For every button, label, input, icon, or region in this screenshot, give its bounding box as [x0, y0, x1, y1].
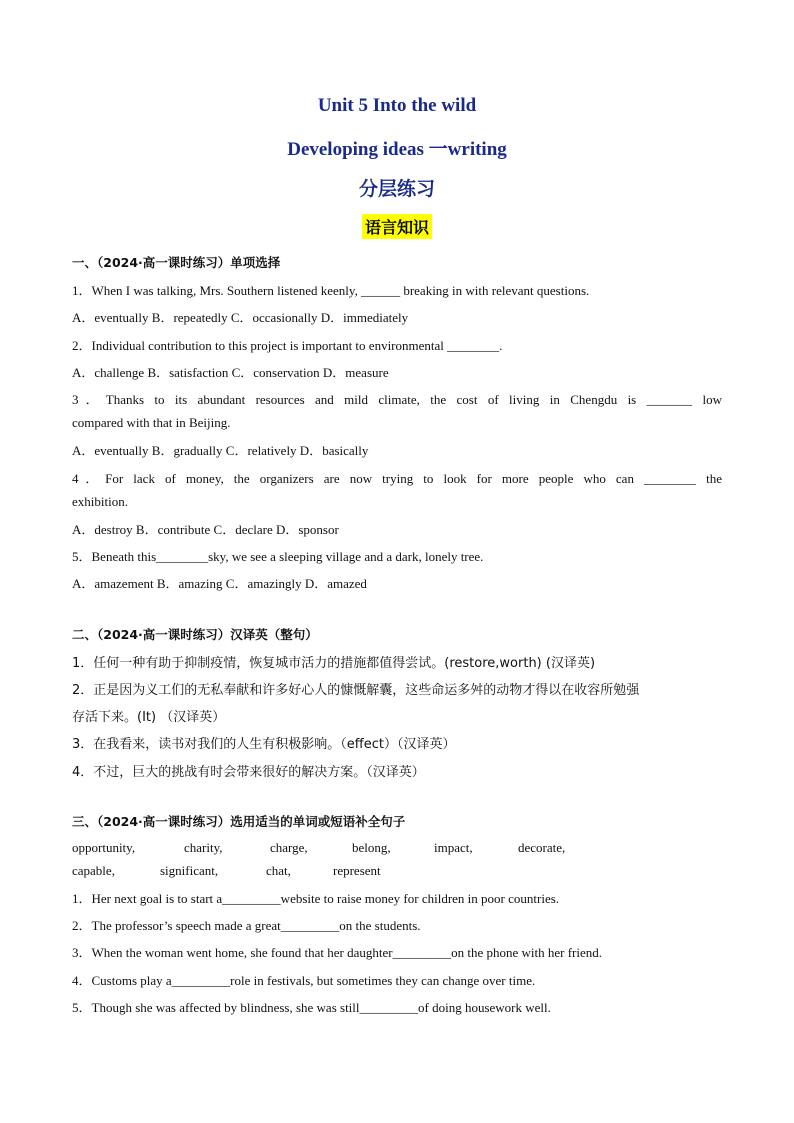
word-bank-item: significant, [160, 863, 219, 878]
translation-3: 3．在我看来，读书对我们的人生有积极影响。（effect）（汉译英） [72, 737, 456, 752]
section2-heading: 二、（2024·高一课时练习）汉译英（整句） [72, 627, 318, 642]
translation-4: 4．不过，巨大的挑战有时会带来很好的解决方案。（汉译英） [72, 765, 425, 780]
fill-in-1: 1．Her next goal is to start a_________website to raise money for children in poor countries. [72, 891, 560, 906]
word-bank-item: represent [333, 863, 381, 878]
fill-in-3: 3．When the woman went home, she found that her daughter_________on the phone with her friend. [72, 945, 602, 960]
badge-row [72, 214, 722, 239]
word-bank-item: opportunity, [72, 840, 136, 855]
page-title: Unit 5 Into the wild [317, 95, 477, 116]
word-bank-item: charity, [184, 840, 223, 855]
word-bank-row1 [72, 840, 722, 856]
question-3-options: A．eventually B．gradually C．relatively D．basically [72, 443, 369, 458]
question-1: 1．When I was talking, Mrs. Southern listened keenly, ______ breaking in with relevant questions. [72, 283, 590, 298]
word-bank-item: decorate, [518, 840, 566, 855]
question-2-options: A．challenge B．satisfaction C．conservation D．measure [72, 365, 389, 380]
question-3-line2: compared with that in Beijing. [72, 415, 231, 430]
word-bank-item: chat, [266, 863, 291, 878]
question-4-line1: 4．For lack of money, the organizers are now trying to look for more people who can ________ the [72, 471, 722, 486]
page-subtitle: Developing ideas 一writing [287, 139, 507, 160]
translation-2-line1: 2．正是因为义工们的无私奉献和许多好心人的慷慨解囊，这些命运多舛的动物才得以在收容所勉强 [72, 683, 640, 698]
word-bank-row2 [72, 863, 722, 879]
page-subtitle-chinese: 分层练习 [358, 178, 435, 200]
translation-2-line2: 存活下来。(It) （汉译英） [72, 710, 226, 725]
word-bank-item: belong, [352, 840, 391, 855]
section3-heading: 三、（2024·高一课时练习）选用适当的单词或短语补全句子 [72, 814, 406, 829]
question-1-options: A．eventually B．repeatedly C．occasionally D．immediately [72, 310, 409, 325]
fill-in-2: 2．The professor’s speech made a great_________on the students. [72, 918, 421, 933]
translation-1: 1．任何一种有助于抑制疫情，恢复城市活力的措施都值得尝试。(restore,worth) (汉译英) [72, 656, 596, 671]
fill-in-4: 4．Customs play a_________role in festivals, but sometimes they can change over time. [72, 973, 536, 988]
question-4-line2: exhibition. [72, 494, 128, 509]
word-bank-item: capable, [72, 863, 115, 878]
question-3-line1: 3．Thanks to its abundant resources and mild climate, the cost of living in Chengdu is _______ low [72, 392, 722, 407]
section-badge: 语言知识 [362, 214, 432, 239]
word-bank-item: impact, [434, 840, 473, 855]
question-5: 5．Beneath this________sky, we see a sleeping village and a dark, lonely tree. [72, 549, 484, 564]
section1-heading: 一、（2024·高一课时练习）单项选择 [72, 255, 281, 270]
question-5-options: A．amazement B．amazing C．amazingly D．amazed [72, 576, 367, 591]
question-2: 2．Individual contribution to this project is important to environmental ________. [72, 338, 503, 353]
word-bank-item: charge, [270, 840, 308, 855]
fill-in-5: 5．Though she was affected by blindness, she was still_________of doing housework well. [72, 1000, 551, 1015]
question-4-options: A．destroy B．contribute C．declare D．sponsor [72, 522, 339, 537]
